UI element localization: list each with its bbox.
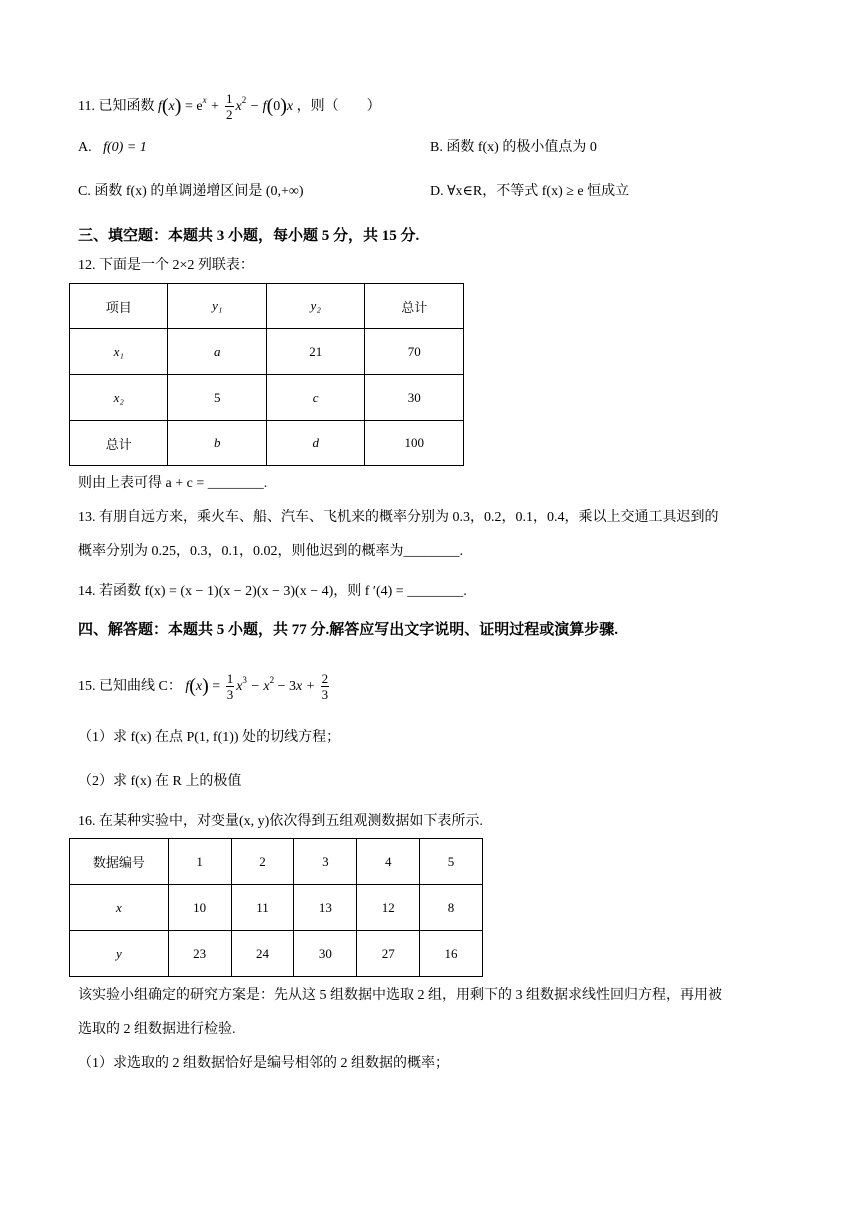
table-cell: y₁ xyxy=(168,284,266,329)
table-cell: 21 xyxy=(266,329,364,375)
q12-intro: 12. 下面是一个 2×2 列联表： xyxy=(78,258,254,273)
q16-data-table xyxy=(69,838,483,977)
q15-part1: （1）求 f(x) 在点 P(1, f(1)) 处的切线方程； xyxy=(78,730,341,745)
q11-stem-suffix: ，则（ ） xyxy=(296,99,381,114)
table-cell: 2 xyxy=(231,839,294,885)
table-cell: 16 xyxy=(420,931,483,977)
table-cell: 13 xyxy=(294,885,357,931)
q11-stem xyxy=(78,90,381,122)
q15-stem xyxy=(78,670,331,702)
table-row xyxy=(70,375,464,421)
table-cell: 5 xyxy=(420,839,483,885)
section4-heading: 四、解答题：本题共 5 小题，共 77 分.解答应写出文字说明、证明过程或演算步骤. xyxy=(78,622,619,638)
q13-line1: 13. 有朋自远方来，乘火车、船、汽车、飞机来的概率分别为 0.3，0.2，0.1，0.4，乘以上交通工具迟到的 xyxy=(78,510,719,525)
table-cell: 3 xyxy=(294,839,357,885)
q11-stem-prefix: 11. 已知函数 xyxy=(78,99,155,114)
table-cell: 27 xyxy=(357,931,420,977)
table-cell: x₁ xyxy=(70,329,168,375)
q11-option-b: B. 函数 f(x) 的极小值点为 0 xyxy=(430,140,597,155)
table-cell: 12 xyxy=(357,885,420,931)
q11-function-formula: $f(x) = e^x$ + $\frac{1}{2}$ $x^2 - f(0)x$ xyxy=(157,91,294,123)
table-cell: x xyxy=(70,885,169,931)
q15-curve-formula: f(x) = $\frac{1}{3}$ $x^3 - x^2 - 3x$ + $\frac{2}{3}$ xyxy=(185,671,329,703)
table-cell: 24 xyxy=(231,931,294,977)
table-cell: 5 xyxy=(168,375,266,421)
table-cell: d xyxy=(266,421,364,466)
table-cell: 项目 xyxy=(70,284,168,329)
q16-plan-line1: 该实验小组确定的研究方案是：先从这 5 组数据中选取 2 组，用剩下的 3 组数据求线性回归方程，再用被 xyxy=(78,988,722,1003)
q11-option-a-expr: f(0) = 1 xyxy=(103,140,147,155)
table-cell: x₂ xyxy=(70,375,168,421)
table-cell: 23 xyxy=(168,931,231,977)
table-cell: y xyxy=(70,931,169,977)
q16-plan-line2: 选取的 2 组数据进行检验. xyxy=(78,1022,236,1037)
table-row xyxy=(70,885,483,931)
table-cell: 30 xyxy=(365,375,464,421)
table-row xyxy=(70,329,464,375)
table-cell: 总计 xyxy=(70,421,168,466)
table-cell: 10 xyxy=(168,885,231,931)
q12-contingency-table xyxy=(69,283,464,466)
table-cell: y₂ xyxy=(266,284,364,329)
table-header-row xyxy=(70,839,483,885)
table-cell: b xyxy=(168,421,266,466)
q15-stem-prefix: 15. 已知曲线 C： xyxy=(78,679,182,694)
q11-option-c: C. 函数 f(x) 的单调递增区间是 (0,+∞) xyxy=(78,184,304,199)
table-cell: 8 xyxy=(420,885,483,931)
q11-option-d: D. ∀x∈R，不等式 f(x) ≥ e 恒成立 xyxy=(430,184,630,199)
q15-part2: （2）求 f(x) 在 R 上的极值 xyxy=(78,774,242,789)
table-cell: 总计 xyxy=(365,284,464,329)
table-row xyxy=(70,931,483,977)
q13-line2: 概率分别为 0.25，0.3，0.1，0.02，则他迟到的概率为________. xyxy=(78,544,463,559)
q11-option-a-label: A. xyxy=(78,140,92,155)
table-cell: a xyxy=(168,329,266,375)
table-cell: 数据编号 xyxy=(70,839,169,885)
table-cell: c xyxy=(266,375,364,421)
table-row xyxy=(70,421,464,466)
table-cell: 30 xyxy=(294,931,357,977)
table-cell: 70 xyxy=(365,329,464,375)
q16-intro: 16. 在某种实验中，对变量(x, y)依次得到五组观测数据如下表所示. xyxy=(78,814,483,829)
table-cell: 4 xyxy=(357,839,420,885)
q11-option-a xyxy=(78,138,147,158)
table-header-row xyxy=(70,284,464,329)
q16-part1: （1）求选取的 2 组数据恰好是编号相邻的 2 组数据的概率； xyxy=(78,1056,449,1071)
q14-text: 14. 若函数 f(x) = (x − 1)(x − 2)(x − 3)(x − 4)，则 f ′(4) = ________. xyxy=(78,584,467,599)
table-cell: 1 xyxy=(168,839,231,885)
table-cell: 100 xyxy=(365,421,464,466)
q12-question: 则由上表可得 a + c = ________. xyxy=(78,476,268,491)
section3-heading: 三、填空题：本题共 3 小题，每小题 5 分，共 15 分. xyxy=(78,228,420,244)
table-cell: 11 xyxy=(231,885,294,931)
